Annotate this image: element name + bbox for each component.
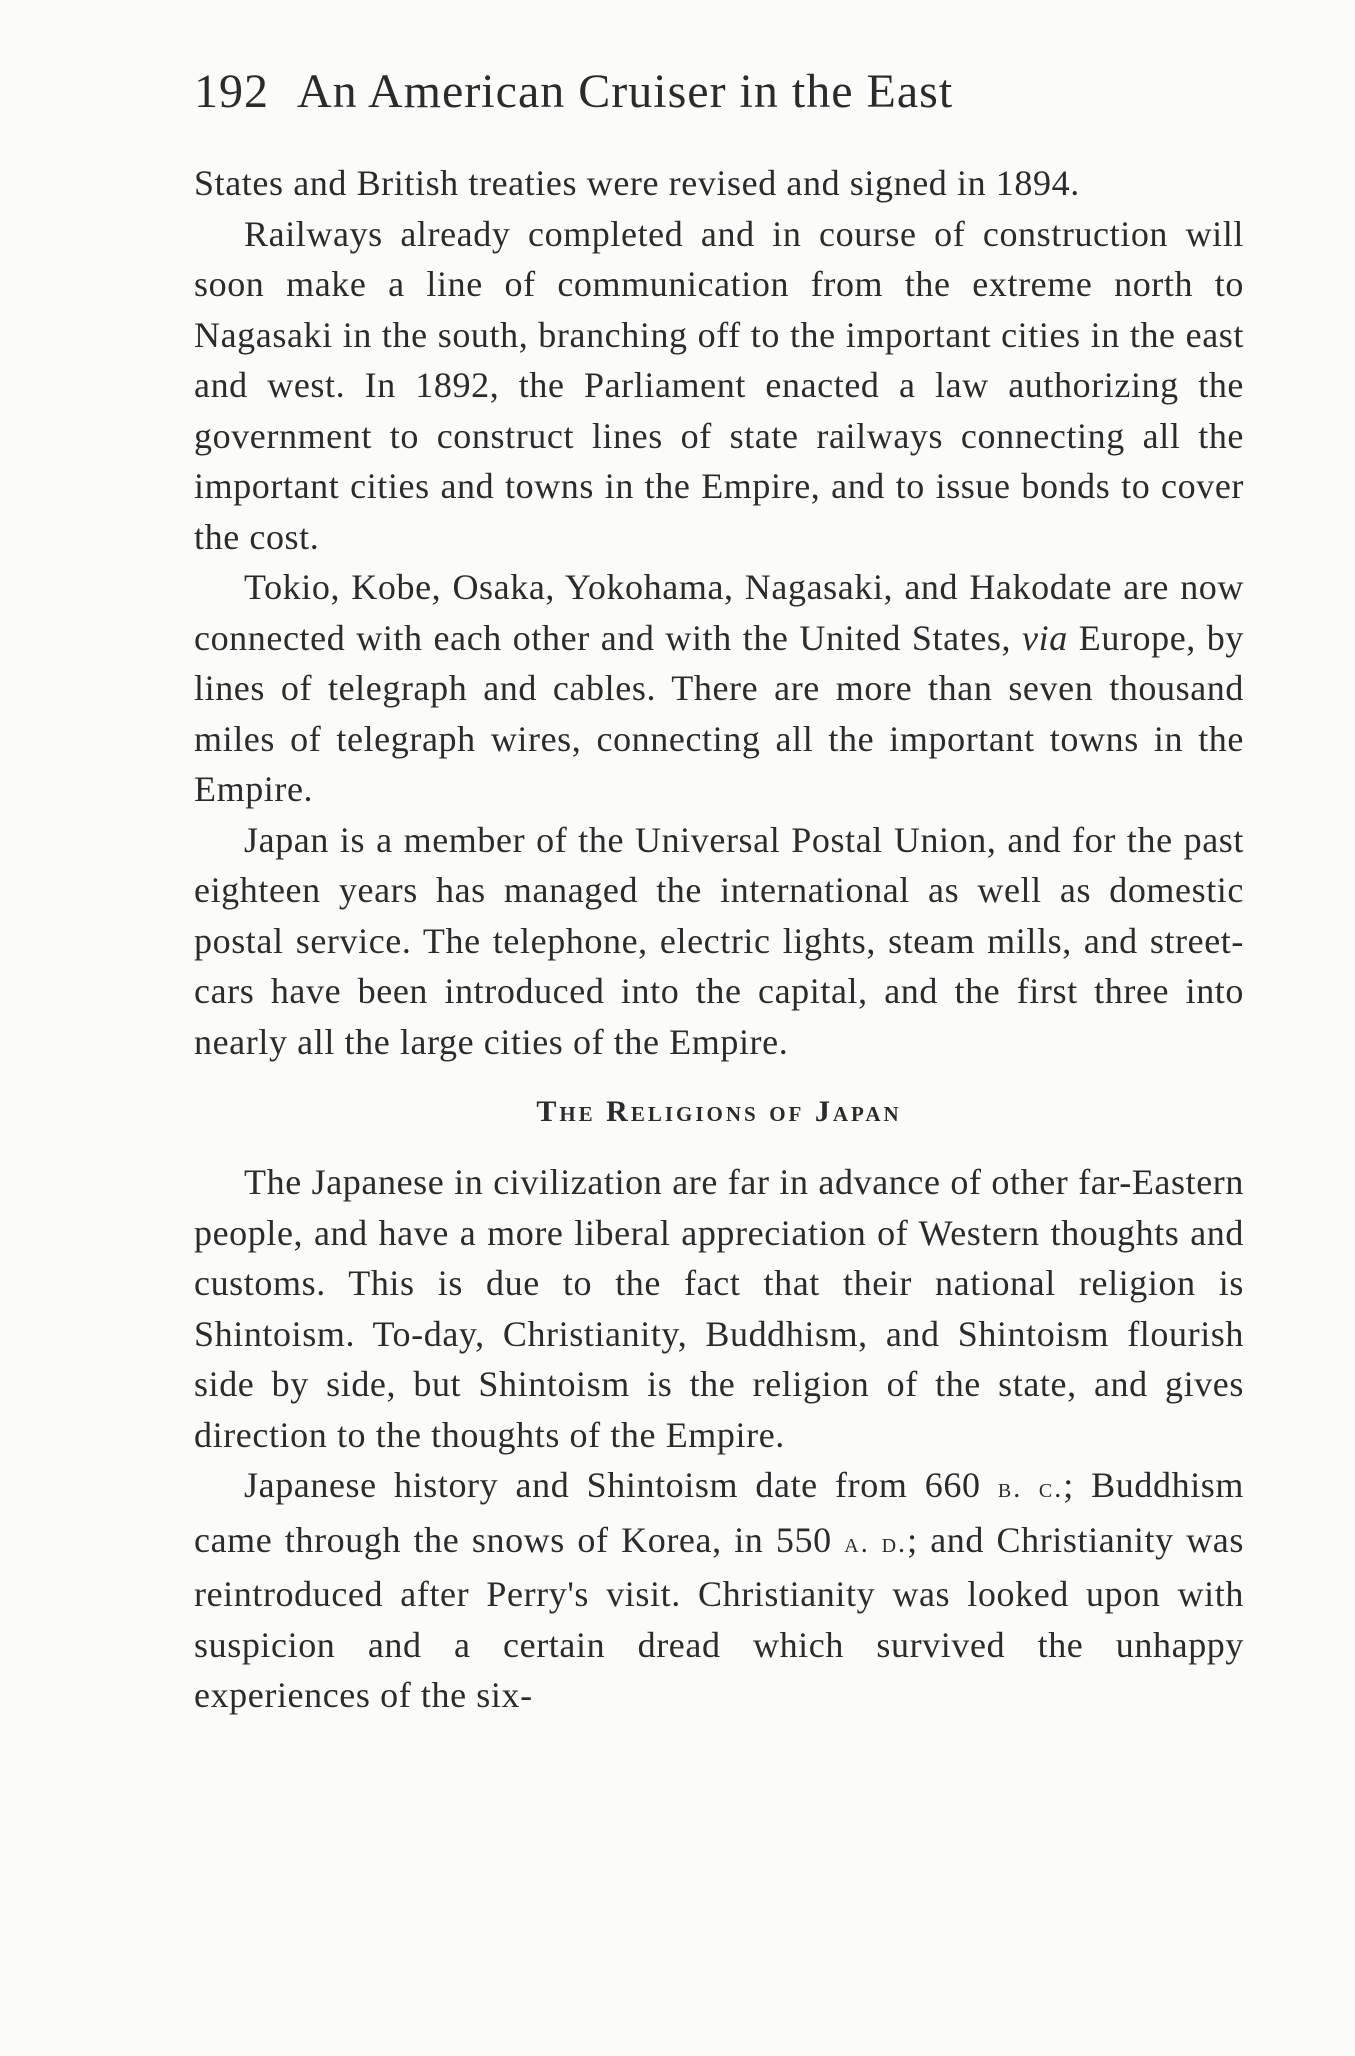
running-head (194, 64, 1244, 119)
history-text-1: Japanese history and Shintoism date from 660 (244, 1465, 998, 1505)
era-bc: b. c. (997, 1473, 1064, 1504)
paragraph-postal: Japan is a member of the Universal Postal Union, and for the past eighteen years has managed the international as well as domestic postal service. The telephone, electric lights, steam mills, and street-cars have been introduced into the capital, and the first three into nearly all the large cities of the Empire. (194, 819, 1244, 1062)
paragraph-treaties: States and British treaties were revised and signed in 1894. (194, 163, 1080, 203)
paragraph-telegraph (194, 562, 1244, 815)
telegraph-text-end: Europe, by lines of telegraph and cables. There are more than seven thousand miles of telegraph wires, connecting all the important towns in the Empire. (194, 617, 1245, 809)
italic-via: via (1022, 617, 1068, 658)
history-text-3: ; and Christianity was reintroduced after Perry's visit. Christianity was looked upon with suspicion and a certain dread which survived the unhappy experiences of the six- (194, 1519, 1244, 1715)
page-number: 192 (194, 65, 269, 118)
paragraph-history (194, 1460, 1244, 1721)
telegraph-text-start: Tokio, Kobe, Osaka, Yokohama, Nagasaki, and Hakodate are now connected with each other and with the United States, (194, 567, 1244, 658)
paragraph-religion: The Japanese in civilization are far in advance of other far-Eastern people, and have a more liberal appreciation of Western thoughts and customs. This is due to the fact that their national religion is Shintoism. To-day, Christianity, Buddhism, and Shintoism flourish side by side, but Shintoism is the religion of the state, and gives direction to the thoughts of the Empire. (194, 1162, 1244, 1455)
era-ad: a. d. (844, 1527, 908, 1559)
running-title: An American Cruiser in the East (297, 65, 954, 118)
section-heading: The Religions of Japan (536, 1095, 902, 1128)
history-text-2: ; Buddhism came through the snows of Korea, in 550 (194, 1465, 1245, 1560)
paragraph-railways: Railways already completed and in course of construction will soon make a line of communication from the extreme north to Nagasaki in the south, branching off to the important cities in the east and west. In 1892, the Parliament enacted a law authorizing the government to construct lines of state railways connecting all the important cities and towns in the Empire, and to issue bonds to cover the cost. (194, 213, 1244, 557)
body-text (194, 158, 1244, 1721)
